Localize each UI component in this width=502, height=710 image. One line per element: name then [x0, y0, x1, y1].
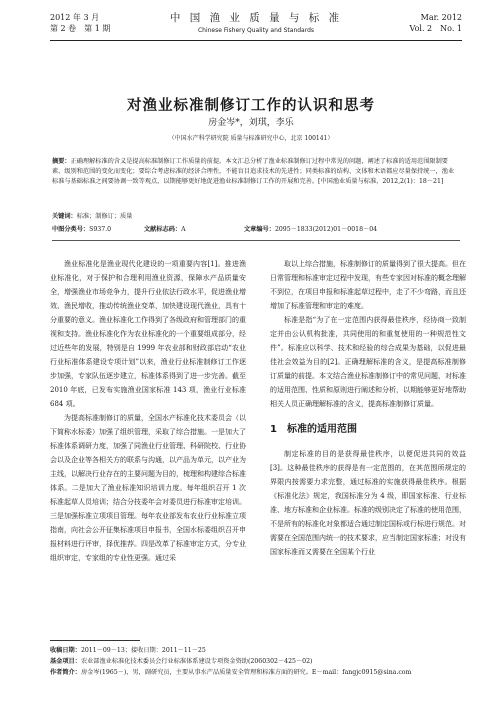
issue-date-en-block — [410, 12, 462, 34]
keywords-label: 关键词： — [52, 213, 77, 220]
keywords-text: 标准；制修订；质量 — [76, 213, 133, 220]
issue-date: 2012 年 3 月 — [50, 13, 100, 22]
footnote-fund — [50, 657, 470, 667]
article-id-field — [244, 224, 377, 233]
body-paragraph: 为提高标准制修订的质量，全国水产标准化技术委员会（以下简称水标委）加强了组织管理，采取了综合措施。一是加大了标准体系调研力度，加强了同渔业行业管理、科研院校、行业协会以及企业等各相关方的联系与沟通，以产品为单元，以产业为主线，以解决行业存在的主要问题为目的，梳理和构建综合标准体系。二是加大了渔业标准知识培训力度。每年组织召开 1 次标准起草人员培训；结合分技委年会对委员进行标准审定培训。三是加强标准立项项目管理。每年农业部发布农业行业标准立项指南，向社会公开征集标准项目申报书，全国水标委组织召开申报材料进行评审，择优推荐。四是改革了标准审定方式，分专业组织审定，专家组的专业性更强。通过采 — [50, 414, 246, 562]
keywords — [52, 211, 460, 220]
body-paragraph: 渔业标准化是渔业现代化建设的一项重要内容[1]。推进渔业标准化，对于保护和合理利用渔业资源，保障水产品质量安全，增强渔业市场竞争力，提升行业依法行政水平，促进渔业增效、渔民增收，推动传统渔业变革，加快建设现代渔业，具有十分重要的意义。渔业标准化工作得到了各级政府和管理部门的重视和支持。渔业标准化作为农业标准化的一个重要组成部分，经过近些年的发展，特别是自 1999 年农业部和财政部启动“农业行业标准体系建设专项计划”以来，渔业行业标准制修订工作逐步加强，专家队伍逐步建立，标准体系得到了进一步完善。截至 2010 年底，已发布实施渔业国家标准 143 项，渔业行业标准 684 项。 — [50, 260, 246, 408]
author-bio-label: 作者简介： — [50, 669, 81, 676]
abstract — [52, 157, 460, 187]
footnote-author — [50, 668, 470, 678]
fund-text: 农业部渔业标准化技术委员会行业标准体系建设专项资金资助(2060302－425－02) — [80, 658, 313, 665]
body-paragraph: 制定标准的目的是获得最佳秩序，以便促进共同的效益[3]。这种最佳秩序的获得是有一定范围的，在其范围所规定的界限内按需要力求完整，通过标准的实施获得最佳秩序。根据《标准化法》规定，我国标准分为 4 级，即国家标准、行业标准、地方标准和企业标准。标准的级别决定了标准的使用范围，不是所有的标准化对象都适合通过制定国标或行标进行规范。对需要在全国范围内统一的技术要求，应当制定国家标准；对没有国家标准而又需要在全国某个行业 — [270, 450, 466, 556]
article-id-label: 文章编号： — [244, 226, 275, 233]
body-paragraph: 标准是指“为了在一定范围内获得最佳秩序，经协商一致制定并由公认机构批准，共同使用的和重复使用的一种规范性文件”。标准应以科学、技术和经验的综合成果为基础，以促进最佳社会效益为目的[2]。正确理解标准的含义，是提高标准制修订质量的前提。本文结合渔业标准制修订中的常见问题，对标准的适用范围、性质和原则进行阐述和分析，以期能够更好地帮助相关人员正确理解标准的含义，提高标准制修订质量。 — [270, 316, 466, 408]
abstract-text: 正确理解标准的含义是提高标准制修订工作质量的前提。本文汇总分析了渔业标准制修订过程中常见的问题，阐述了标准的适用范围限制要素、级别和范围的变化而变化；要综合考虑标准的经济合理性，不能盲目追求技术的先进性；同类标准的结构、文体和术语都应尽量保持统一，渔业标准与基础标准之间要协调一致等观点，以期能够更好地促进渔业标准制修订工作的开展和完善。[中国渔业质量与标准，2012,2(1)：18－21] — [52, 158, 455, 185]
fund-label: 基金项目： — [50, 658, 81, 665]
body-column-left — [50, 257, 246, 565]
author-bio-text: 房金岑(1965－)，男，副研究员，主要从事水产品质量安全管理和标准方面的研究。E－mail：fangjc0915@sina.com — [80, 669, 412, 676]
issue-date-en: Mar. 2012 — [420, 13, 462, 22]
clc-label: 中图分类号： — [52, 226, 90, 233]
journal-name-cn: 中 国 渔 业 质 量 与 标 准 — [169, 12, 343, 24]
doc-code-field — [144, 224, 244, 233]
classification-row — [52, 224, 460, 233]
received-text: 2011－09－13；接收日期：2011－11－25 — [80, 647, 206, 654]
article-id-value: 2095－1833(2012)01－0018－04 — [274, 226, 378, 233]
article-authors: 房金岑*，刘琪，李乐 — [208, 118, 294, 128]
received-label: 收稿日期： — [50, 647, 81, 654]
running-header — [50, 8, 462, 42]
body-column-right — [270, 257, 466, 559]
clc-value: S937.0 — [89, 226, 112, 233]
abstract-label: 摘要： — [52, 158, 71, 165]
volume-issue-en: Vol. 2 No. 1 — [409, 24, 462, 33]
header-rule — [50, 40, 462, 41]
doc-code-value: A — [181, 226, 186, 233]
body-paragraph: 取以上综合措施，标准制修订的质量得到了很大提高。但在日常管理和标准审定过程中发现，有些专家因对标准的概念理解不到位，在项目申报和标准起草过程中，走了不少弯路，而且还增加了标准管理和审定的难度。 — [270, 260, 466, 310]
section-heading: 1 标准的适用范围 — [270, 424, 357, 435]
article-title: 对渔业标准制修订工作的认识和思考 — [127, 98, 375, 114]
journal-name-en: Chinese Fishery Quality and Standards — [197, 27, 315, 34]
journal-name-block — [50, 10, 462, 34]
author-affiliation: （中国水产科学研究院 质量与标准研究中心，北京 100141） — [168, 135, 334, 142]
abstract-rule — [52, 240, 460, 241]
footnote-received — [50, 646, 470, 656]
volume-issue: 第 2 卷 第 1 期 — [50, 24, 111, 33]
clc-field — [52, 224, 144, 233]
footnote-rule — [50, 640, 140, 641]
doc-code-label: 文献标志码： — [144, 226, 182, 233]
